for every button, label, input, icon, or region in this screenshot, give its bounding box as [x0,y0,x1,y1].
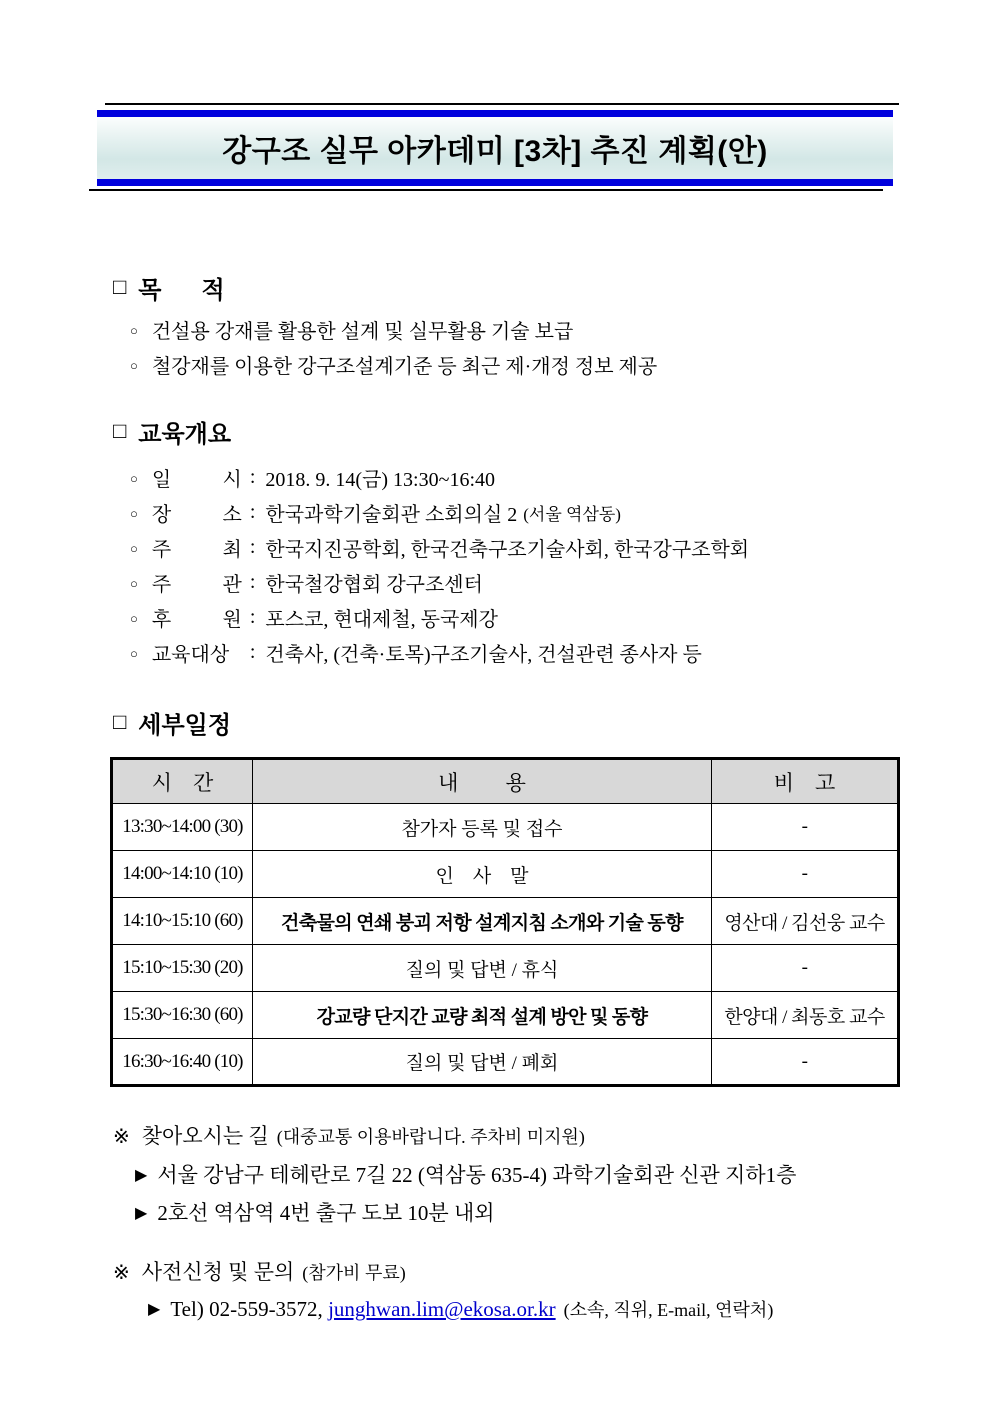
contact-prefix: Tel) 02-559-3572, [170,1297,329,1321]
overview-label: 장 소 [151,504,242,526]
application-title-note: (참가비 무료) [302,1263,406,1283]
overview-item [130,460,749,495]
cell-time: 14:00~14:10 (10) [112,851,253,898]
colon-separator: : [249,571,256,593]
overview-value: 2018. 9. 14(금) 13:30~16:40 [265,469,495,491]
arrow-icon: ▶ [135,1205,148,1222]
table-row [112,945,899,992]
overview-label: 일 시 [151,469,242,491]
overview-value-note: (서울 역삼동) [523,505,621,524]
overview-label: 후 원 [151,609,242,631]
overview-value: 한국과학기술회관 소회의실 2 [265,504,518,526]
banner-top-rule [105,103,899,105]
cell-content: 참가자 등록 및 접수 [253,804,712,851]
overview-value: 한국지진공학회, 한국건축구조기술사회, 한국강구조학회 [265,539,750,561]
circle-bullet-icon: ○ [130,575,138,591]
cell-time: 14:10~15:10 (60) [112,898,253,945]
cell-remark: 영산대 / 김선웅 교수 [712,898,899,945]
colon-separator: : [249,501,256,523]
table-row [112,804,899,851]
square-marker-icon: □ [113,273,127,299]
table-row [112,851,899,898]
cell-remark: - [712,851,899,898]
cell-content: 질의 및 답변 / 폐회 [253,1039,712,1086]
schedule-heading-label: 세부일정 [138,712,232,739]
square-marker-icon: □ [113,417,127,443]
table-row [112,898,899,945]
circle-bullet-icon: ○ [130,610,138,626]
banner-bottom-rule [89,189,883,191]
cell-time: 13:30~14:00 (30) [112,804,253,851]
cell-content: 질의 및 답변 / 휴식 [253,945,712,992]
circle-bullet-icon: ○ [130,540,138,556]
overview-label: 교육대상 [151,644,230,666]
directions-item-text: 서울 강남구 테헤란로 7길 22 (역삼동 635-4) 과학기술회관 신관 지하1층 [157,1163,797,1187]
cell-time: 16:30~16:40 (10) [112,1039,253,1086]
application-note [113,1256,406,1286]
circle-bullet-icon: ○ [130,357,138,373]
cell-remark: - [712,1039,899,1086]
overview-value: 건축사, (건축·토목)구조기술사, 건설관련 종사자 등 [265,644,702,666]
header-time: 시 간 [112,759,253,804]
directions-item [135,1159,796,1189]
section-heading-schedule [113,705,231,740]
circle-bullet-icon: ○ [130,322,138,338]
purpose-item [130,312,657,347]
title-banner [97,103,893,191]
directions-title-note: (대중교통 이용바랍니다. 주차비 미지원) [276,1127,585,1147]
section-heading-overview [113,414,231,449]
colon-separator: : [249,606,256,628]
contact-line [148,1296,773,1322]
contact-suffix: (소속, 직위, E-mail, 연락처) [563,1300,774,1320]
cell-content: 인 사 말 [253,851,712,898]
cell-time: 15:10~15:30 (20) [112,945,253,992]
overview-item [130,600,749,635]
directions-item-text: 2호선 역삼역 4번 출구 도보 10분 내외 [157,1201,495,1225]
cell-content: 강교량 단지간 교량 최적 설계 방안 및 동향 [253,992,712,1039]
overview-item [130,495,749,530]
overview-value: 한국철강협회 강구조센터 [265,574,483,596]
overview-heading-label: 교육개요 [138,421,232,448]
cell-remark: 한양대 / 최동호 교수 [712,992,899,1039]
table-row [112,992,899,1039]
overview-label: 주 최 [151,539,242,561]
directions-item [135,1197,495,1227]
cell-time: 15:30~16:30 (60) [112,992,253,1039]
circle-bullet-icon: ○ [130,470,138,486]
page-title: 강구조 실무 아카데미 [3차] 추진 계획(안) [222,135,768,168]
cell-remark: - [712,945,899,992]
purpose-item-text: 건설용 강재를 활용한 설계 및 실무활용 기술 보급 [151,321,574,343]
overview-list [130,460,749,670]
schedule-table [110,757,900,1087]
colon-separator: : [249,466,256,488]
reference-mark-icon: ※ [113,1262,130,1284]
overview-item [130,565,749,600]
colon-separator: : [249,536,256,558]
table-row [112,1039,899,1086]
section-heading-purpose [113,270,225,305]
purpose-item-text: 철강재를 이용한 강구조설계기준 등 최근 제·개정 정보 제공 [151,356,658,378]
directions-title: 찾아오시는 길 [141,1124,269,1148]
arrow-icon: ▶ [135,1167,148,1184]
application-title: 사전신청 및 문의 [141,1260,295,1284]
cell-content: 건축물의 연쇄 붕괴 저항 설계지침 소개와 기술 동향 [253,898,712,945]
banner-box [97,110,893,186]
purpose-heading-label: 목 적 [138,277,225,304]
cell-remark: - [712,804,899,851]
overview-label: 주 관 [151,574,242,596]
overview-item [130,635,749,670]
table-header-row [112,759,899,804]
square-marker-icon: □ [113,708,127,734]
circle-bullet-icon: ○ [130,645,138,661]
overview-item [130,530,749,565]
header-content: 내 용 [253,759,712,804]
circle-bullet-icon: ○ [130,505,138,521]
purpose-list [130,312,657,382]
header-remark: 비 고 [712,759,899,804]
email-link[interactable]: junghwan.lim@ekosa.or.kr [328,1297,556,1321]
overview-value: 포스코, 현대제철, 동국제강 [265,609,498,631]
reference-mark-icon: ※ [113,1126,130,1148]
purpose-item [130,347,657,382]
colon-separator: : [249,641,256,663]
arrow-icon: ▶ [148,1301,161,1318]
directions-note [113,1120,585,1150]
